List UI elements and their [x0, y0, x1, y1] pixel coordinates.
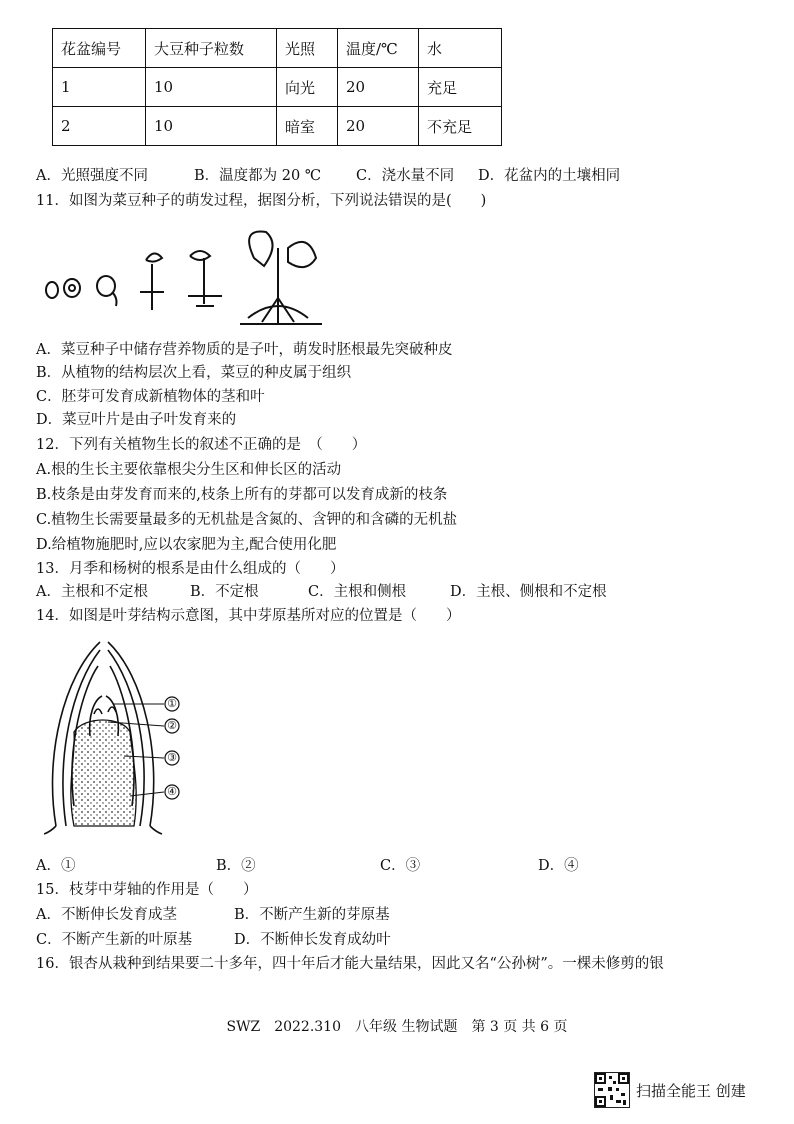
- q15-option-a: A．不断伸长发育成茎: [36, 907, 177, 923]
- leaf-bud-figure: [44, 636, 194, 846]
- table-header-cell: 大豆种子粒数: [146, 29, 277, 68]
- q12-option-c: C.植物生长需要量最多的无机盐是含氮的、含钾的和含磷的无机盐: [36, 512, 458, 528]
- table-cell: 1: [53, 68, 146, 107]
- qr-code-icon: [594, 1072, 630, 1108]
- table-header-cell: 水: [419, 29, 502, 68]
- leaf-bud-drawing: [44, 636, 194, 846]
- q10-option-b: B．温度都为 20 ℃: [194, 168, 322, 184]
- bud-label-2: ②: [167, 719, 177, 732]
- table-cell: 暗室: [277, 107, 338, 146]
- table-cell: 不充足: [419, 107, 502, 146]
- q13-option-b: B．不定根: [190, 584, 259, 600]
- q14-option-d: D．④: [538, 858, 579, 874]
- q11-option-c: C．胚芽可发育成新植物体的茎和叶: [36, 389, 265, 405]
- table-cell: 向光: [277, 68, 338, 107]
- q10-option-c: C．浇水量不同: [356, 168, 455, 184]
- table-header-cell: 温度/℃: [338, 29, 419, 68]
- q12-stem: 12．下列有关植物生长的叙述不正确的是 （ ）: [36, 437, 367, 453]
- q13-option-a: A．主根和不定根: [36, 584, 148, 600]
- seed-germination-figure: [40, 218, 340, 328]
- table-header-row: [53, 29, 502, 68]
- table-row: [53, 68, 502, 107]
- q13-option-c: C．主根和侧根: [308, 584, 407, 600]
- table-cell: 2: [53, 107, 146, 146]
- q11-option-b: B．从植物的结构层次上看，菜豆的种皮属于组织: [36, 365, 352, 381]
- q15-stem: 15．枝芽中芽轴的作用是（ ）: [36, 882, 258, 898]
- q12-option-b: B.枝条是由芽发育而来的,枝条上所有的芽都可以发育成新的枝条: [36, 487, 448, 503]
- table-cell: 20: [338, 68, 419, 107]
- q11-stem: 11．如图为菜豆种子的萌发过程，据图分析，下列说法错误的是( ): [36, 193, 487, 209]
- q15-option-b: B．不断产生新的芽原基: [234, 907, 390, 923]
- scanner-watermark: [594, 1072, 746, 1108]
- q14-option-c: C．③: [380, 858, 421, 874]
- q15-option-d: D．不断伸长发育成幼叶: [234, 932, 391, 948]
- q14-option-b: B．②: [216, 858, 256, 874]
- q15-option-c: C．不断产生新的叶原基: [36, 932, 193, 948]
- q14-stem: 14．如图是叶芽结构示意图，其中芽原基所对应的位置是（ ）: [36, 608, 461, 624]
- bud-label-3: ③: [167, 751, 177, 764]
- table-cell: 10: [146, 68, 277, 107]
- bud-label-1: ①: [167, 697, 177, 710]
- bud-label-4: ④: [167, 785, 177, 798]
- table-row: [53, 107, 502, 146]
- q11-option-d: D．菜豆叶片是由子叶发育来的: [36, 412, 237, 428]
- q16-stem: 16．银杏从栽种到结果要二十多年，四十年后才能大量结果，因此又名“公孙树”。一棵未修剪的银: [36, 956, 664, 972]
- q14-option-a: A．①: [36, 858, 76, 874]
- q12-option-d: D.给植物施肥时,应以农家肥为主,配合使用化肥: [36, 537, 337, 553]
- watermark-text: 扫描全能王 创建: [636, 1081, 746, 1100]
- table-cell: 10: [146, 107, 277, 146]
- table-header-cell: 光照: [277, 29, 338, 68]
- table-cell: 20: [338, 107, 419, 146]
- page-footer: SWZ 2022.310 八年级 生物试题 第 3 页 共 6 页: [226, 1019, 568, 1035]
- q13-option-d: D．主根、侧根和不定根: [450, 584, 607, 600]
- q13-stem: 13．月季和杨树的根系是由什么组成的（ ）: [36, 561, 345, 577]
- experiment-table: [52, 28, 502, 146]
- q11-option-a: A．菜豆种子中储存营养物质的是子叶，萌发时胚根最先突破种皮: [36, 342, 453, 358]
- table-cell: 充足: [419, 68, 502, 107]
- q12-option-a: A.根的生长主要依靠根尖分生区和伸长区的活动: [36, 462, 342, 478]
- table-header-cell: 花盆编号: [53, 29, 146, 68]
- q10-option-d: D．花盆内的土壤相同: [478, 168, 621, 184]
- q10-option-a: A．光照强度不同: [36, 168, 148, 184]
